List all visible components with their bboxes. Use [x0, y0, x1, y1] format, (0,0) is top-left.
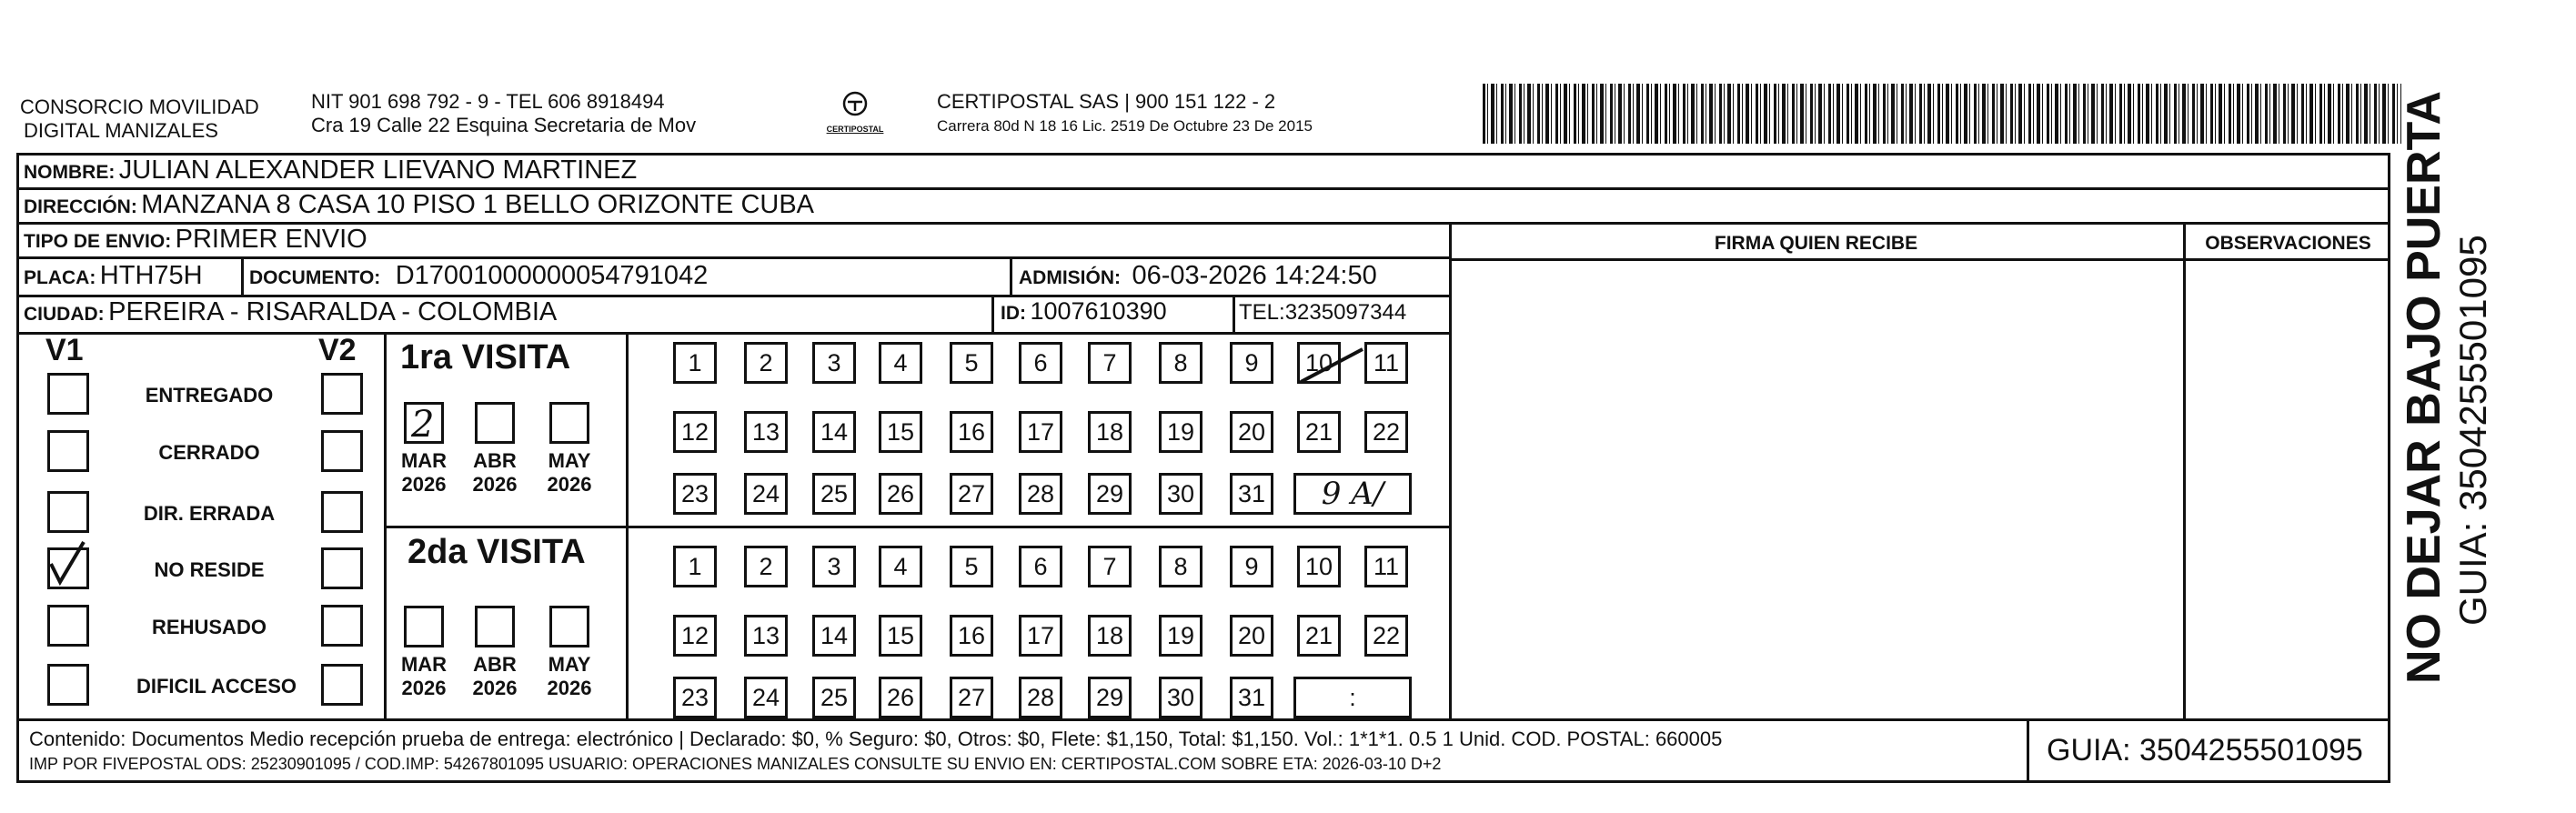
check-mark-no-reside [51, 542, 84, 582]
first-visit-day-box[interactable]: 9 [1230, 342, 1273, 384]
second-visit-day-box[interactable]: 13 [744, 615, 788, 657]
admision-value: 06-03-2026 14:24:50 [1132, 261, 1377, 290]
direccion-value: MANZANA 8 CASA 10 PISO 1 BELLO ORIZONTE CUBA [141, 190, 815, 219]
documento-value: D17001000000054791042 [395, 261, 709, 290]
second-visit-day-box[interactable]: 8 [1159, 546, 1202, 587]
first-visit-day-box[interactable]: 16 [950, 411, 993, 453]
second-visit-day-box[interactable]: 15 [879, 615, 922, 657]
second-visit-day-box[interactable]: 4 [879, 546, 922, 587]
certipostal-line: CERTIPOSTAL SAS | 900 151 122 - 2 [937, 90, 1276, 113]
v2-label: V2 [318, 333, 357, 367]
second-visit-day-box[interactable]: 30 [1159, 677, 1202, 718]
second-visit-day-box[interactable]: 2 [744, 546, 788, 587]
first-visit-day-box[interactable]: 24 [744, 473, 788, 515]
tel-value: 3235097344 [1284, 300, 1407, 325]
first-visit-title: 1ra VISITA [400, 338, 571, 376]
second-visit-day-box[interactable]: 14 [812, 615, 856, 657]
placa-value: HTH75H [99, 261, 203, 290]
first-visit-day-box[interactable]: 15 [879, 411, 922, 453]
nombre-value: JULIAN ALEXANDER LIEVANO MARTINEZ [118, 156, 638, 185]
second-visit-day-box[interactable]: 7 [1088, 546, 1132, 587]
month-name: ABR [473, 653, 517, 676]
company-line2: DIGITAL MANIZALES [24, 119, 218, 142]
v1-label: V1 [45, 333, 84, 367]
status-option-label: CERRADO [158, 441, 260, 464]
first-visit-day-box[interactable]: 3 [812, 342, 856, 384]
second-visit-day-box[interactable]: 28 [1019, 677, 1062, 718]
first-visit-day-box[interactable]: 25 [812, 473, 856, 515]
second-visit-day-box[interactable]: 27 [950, 677, 993, 718]
first-visit-day-box[interactable]: 17 [1019, 411, 1062, 453]
first-visit-day-box[interactable]: 30 [1159, 473, 1202, 515]
second-visit-day-box[interactable]: 3 [812, 546, 856, 587]
tipo-value: PRIMER ENVIO [175, 225, 367, 254]
second-visit-title: 2da VISITA [408, 533, 586, 571]
month-name: ABR [473, 449, 517, 472]
month-year: 2026 [472, 677, 518, 699]
first-visit-day-box[interactable]: 1 [673, 342, 717, 384]
second-visit-day-box[interactable]: 19 [1159, 615, 1202, 657]
month-name: MAR [400, 449, 448, 472]
second-visit-day-box[interactable]: 5 [950, 546, 993, 587]
second-visit-day-box[interactable]: 1 [673, 546, 717, 587]
second-visit-day-box[interactable]: 18 [1088, 615, 1132, 657]
first-visit-day-box[interactable]: 2 [744, 342, 788, 384]
second-visit-day-box[interactable]: 9 [1230, 546, 1273, 587]
ciudad-label: CIUDAD: [24, 304, 105, 325]
second-visit-time-box[interactable]: : [1293, 677, 1412, 718]
logo-text: CERTIPOSTAL [826, 125, 884, 134]
first-visit-time-box[interactable]: 9 A/ [1293, 473, 1412, 515]
second-visit-day-box[interactable]: 16 [950, 615, 993, 657]
first-visit-day-box[interactable]: 19 [1159, 411, 1202, 453]
second-visit-day-box[interactable]: 31 [1230, 677, 1273, 718]
id-value: 1007610390 [1030, 297, 1167, 325]
first-visit-day-box[interactable]: 5 [950, 342, 993, 384]
first-visit-day-box[interactable]: 31 [1230, 473, 1273, 515]
month-year: 2026 [547, 677, 592, 699]
first-visit-day-box[interactable]: 4 [879, 342, 922, 384]
month-name: MAR [400, 653, 448, 676]
first-visit-day-box[interactable]: 29 [1088, 473, 1132, 515]
status-option-label: REHUSADO [152, 616, 267, 638]
direccion-label: DIRECCIÓN: [24, 196, 137, 217]
nit-line: NIT 901 698 792 - 9 - TEL 606 8918494 [311, 90, 665, 113]
first-visit-day-box[interactable]: 18 [1088, 411, 1132, 453]
second-visit-day-box[interactable]: 21 [1297, 615, 1341, 657]
month-year: 2026 [472, 473, 518, 496]
first-visit-day-box[interactable]: 22 [1364, 411, 1408, 453]
status-option-label: DIR. ERRADA [143, 502, 276, 525]
month-handwritten-mark: 2 [411, 404, 435, 446]
second-visit-day-box[interactable]: 20 [1230, 615, 1273, 657]
second-visit-day-box[interactable]: 10 [1297, 546, 1341, 587]
second-visit-day-box[interactable]: 17 [1019, 615, 1062, 657]
tipo-label: TIPO DE ENVIO: [24, 231, 172, 252]
first-visit-day-box[interactable]: 21 [1297, 411, 1341, 453]
tel-label: TEL: [1239, 300, 1285, 325]
certipostal-address: Carrera 80d N 18 16 Lic. 2519 De Octubre 23 De 2015 [937, 117, 1313, 135]
firma-label: FIRMA QUIEN RECIBE [1714, 233, 1918, 254]
placa-label: PLACA: [24, 267, 96, 288]
second-visit-day-box[interactable]: 6 [1019, 546, 1062, 587]
first-visit-day-box[interactable]: 27 [950, 473, 993, 515]
side-guia: GUIA: 3504255501095 [2451, 235, 2494, 626]
company-line1: CONSORCIO MOVILIDAD [20, 95, 259, 118]
footer-imp-line: IMP POR FIVEPOSTAL ODS: 25230901095 / COD.IMP: 54267801095 USUARIO: OPERACIONES MANIZALES CONSULTE SU ENVIO EN: CERTIPOSTAL.COM SOBRE ETA: 2026-03-10 D+2 [29, 755, 1442, 773]
first-visit-day-box[interactable]: 11 [1364, 342, 1408, 384]
first-visit-day-box[interactable]: 23 [673, 473, 717, 515]
second-visit-day-box[interactable]: 25 [812, 677, 856, 718]
second-visit-day-box[interactable]: 26 [879, 677, 922, 718]
month-name: MAY [548, 449, 591, 472]
month-year: 2026 [547, 473, 592, 496]
second-visit-day-box[interactable]: 29 [1088, 677, 1132, 718]
first-visit-day-box[interactable]: 10 [1297, 342, 1341, 384]
id-label: ID: [1001, 303, 1026, 324]
strike-mark-10 [1301, 349, 1363, 382]
admision-label: ADMISIÓN: [1019, 267, 1121, 288]
first-visit-day-box[interactable]: 12 [673, 411, 717, 453]
month-name: MAY [548, 653, 591, 676]
second-visit-day-box[interactable]: 23 [673, 677, 717, 718]
second-visit-day-box[interactable]: 11 [1364, 546, 1408, 587]
documento-label: DOCUMENTO: [249, 267, 381, 288]
status-option-label: ENTREGADO [145, 384, 274, 406]
status-option-label: DIFICIL ACCESO [136, 675, 297, 698]
first-visit-day-box[interactable]: 14 [812, 411, 856, 453]
nombre-label: NOMBRE: [24, 162, 116, 183]
no-dejar-bajo-puerta: NO DEJAR BAJO PUERTA [2398, 90, 2450, 684]
first-visit-day-box[interactable]: 8 [1159, 342, 1202, 384]
observaciones-label: OBSERVACIONES [2205, 233, 2371, 254]
second-visit-day-box[interactable]: 12 [673, 615, 717, 657]
second-visit-day-box[interactable]: 24 [744, 677, 788, 718]
ciudad-value: PEREIRA - RISARALDA - COLOMBIA [108, 297, 558, 326]
second-visit-day-box[interactable]: 22 [1364, 615, 1408, 657]
first-visit-day-box[interactable]: 20 [1230, 411, 1273, 453]
footer-guia-box: GUIA: 3504255501095 [2047, 733, 2363, 768]
month-year: 2026 [401, 473, 447, 496]
address-line: Cra 19 Calle 22 Esquina Secretaria de Mov [311, 114, 697, 136]
first-visit-day-box[interactable]: 13 [744, 411, 788, 453]
status-option-label: NO RESIDE [154, 558, 265, 581]
first-visit-day-box[interactable]: 26 [879, 473, 922, 515]
month-year: 2026 [401, 677, 447, 699]
first-visit-day-box[interactable]: 6 [1019, 342, 1062, 384]
first-visit-day-box[interactable]: 28 [1019, 473, 1062, 515]
first-visit-day-box[interactable]: 7 [1088, 342, 1132, 384]
footer-contenido: Contenido: Documentos Medio recepción prueba de entrega: electrónico | Declarado: $0, % Seguro: $0, Otros: $0, Flete: $1,150, Total: $1,150. Vol.: 1*1*1. 0.5 1 Unid. COD. POSTAL: 660005 [29, 728, 1723, 750]
